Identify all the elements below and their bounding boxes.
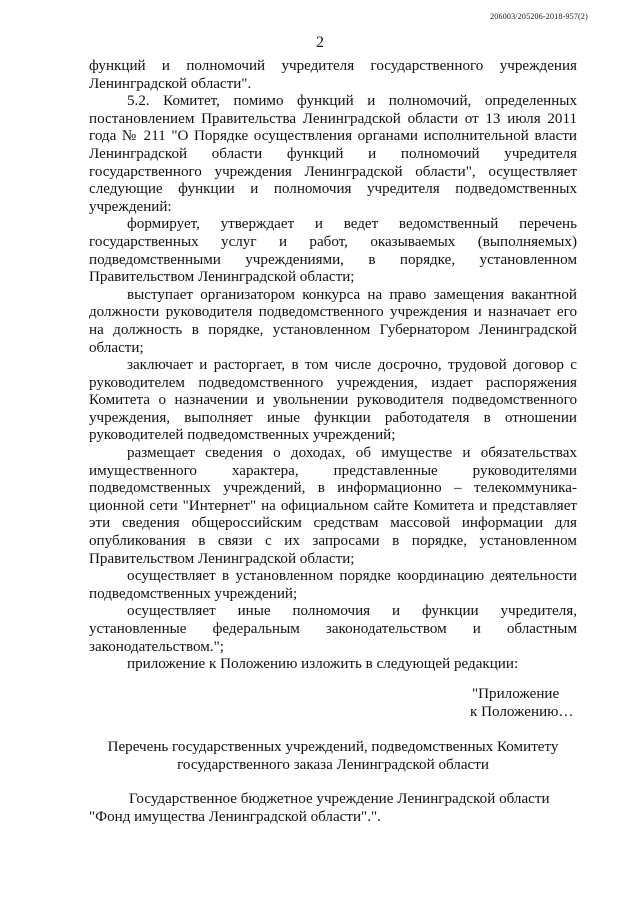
paragraph-function-income-disclosure: размещает сведения о доходах, об имуществе и обязательствах имущественного характера, представленные руководителями подведомственных учреждений, в информационно – телекоммуника-ционной сети "Интернет" на официальном сайте Комитета и представляет эти сведения общероссийским средствам массовой информации для опубликования в связи с их запросами в порядке, установленном Правительством Ленинградской области; [89, 445, 577, 567]
paragraph-function-competition: выступает организатором конкурса на право замещения вакантной должности руководителя подведомственного учреждения и назначает его на должность в порядке, установленном Губернатором Ленинградской области; [89, 286, 577, 356]
document-body [89, 58, 577, 674]
list-title-line-2: государственного заказа Ленинградской области [177, 757, 489, 773]
list-title [89, 738, 577, 774]
organization-name: Государственное бюджетное учреждение Ленинградской области "Фонд имущества Ленинградской области".". [89, 791, 550, 825]
paragraph-clause-5-2: 5.2. Комитет, помимо функций и полномочий, определенных постановлением Правительства Ленинградской области от 13 июля 2011 года № 211 "О Порядке осуществления органами исполнительной власти Ленинградской области функций и полномочий учредителя государственного учреждения Ленинградской области", осуществляет следующие функции и полномочия учредителя подведомственных учреждений: [89, 93, 577, 215]
paragraph-function-coordination: осуществляет в установленном порядке координацию деятельности подведомственных учреждений; [89, 568, 577, 602]
document-code: 206003/205206-2018-957(2) [490, 12, 588, 21]
appendix-reference-line-2: к Положению… [470, 704, 574, 720]
appendix-reference-line-1: "Приложение [472, 686, 560, 702]
paragraph-continuation: функций и полномочий учредителя государственного учреждения Ленинградской области". [89, 58, 577, 92]
paragraph-function-list-services: формирует, утверждает и ведет ведомственный перечень государственных услуг и работ, оказываемых (выполняемых) подведомственными учреждениями, в порядке, установленном Правительством Ленинградской области; [89, 216, 577, 286]
list-title-line-1: Перечень государственных учреждений, подведомственных Комитету [107, 739, 559, 755]
paragraph-function-labor-contract: заключает и расторгает, в том числе досрочно, трудовой договор с руководителем подведомственного учреждения, издает распоряжения Комитета о назначении и увольнении руководителя подведомственного учреждения, выполняет иные функции работодателя в отношении руководителей подведомственных учреждений; [89, 357, 577, 444]
paragraph-appendix-instruction: приложение к Положению изложить в следующей редакции: [127, 656, 519, 673]
page-number: 2 [316, 34, 324, 51]
organization-entry [89, 790, 577, 826]
paragraph-function-other: осуществляет иные полномочия и функции учредителя, установленные федеральным законодательством и областным законодательством."; [89, 603, 577, 655]
appendix-reference [470, 685, 574, 721]
